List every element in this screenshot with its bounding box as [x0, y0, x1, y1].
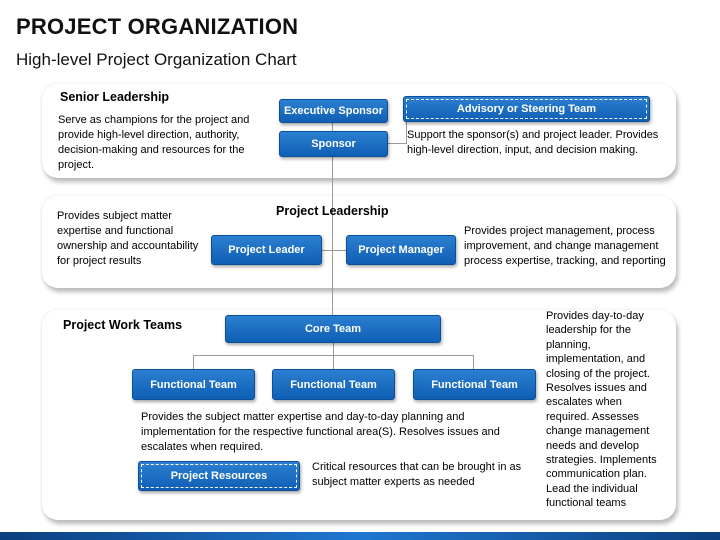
- project-leader-box: Project Leader: [211, 235, 322, 265]
- project-manager-box: Project Manager: [346, 235, 456, 265]
- project-resources-description: Critical resources that can be brought in as subject matter experts as needed: [312, 461, 522, 488]
- functional-team-box-2: Functional Team: [272, 369, 395, 400]
- connector-functional-right: [473, 355, 474, 369]
- connector-core-functional: [333, 343, 334, 355]
- connector-leader-manager: [322, 250, 348, 251]
- functional-team-description: Provides the subject matter expertise and day-to-day planning and implementation for the respective functional area(S). Resolves issues and escalates when required.: [141, 411, 500, 453]
- page-subtitle: High-level Project Organization Chart: [16, 50, 297, 69]
- executive-sponsor-box: Executive Sponsor: [279, 99, 388, 123]
- senior-leadership-label: Senior Leadership: [60, 90, 170, 104]
- leadership-right-description: Provides project management, process improvement, and change management process expertise, tracking, and reporting: [464, 225, 666, 267]
- functional-team-box-3: Functional Team: [413, 369, 536, 400]
- core-team-description: Provides day-to-day leadership for the planning, implementation, and closing of the project. Resolves issues and escalates when required. Assesses change management needs and develop strategies. Implements communication plan. Lead the individual functional teams: [546, 310, 657, 510]
- connector-functional-left: [193, 355, 194, 369]
- leadership-left-description: Provides subject matter expertise and functional ownership and accountability for project results: [57, 210, 199, 267]
- page-title: PROJECT ORGANIZATION: [16, 14, 299, 39]
- bottom-accent-bar: [0, 532, 720, 540]
- connector-advisory-sponsor: [387, 143, 407, 144]
- project-leadership-label: Project Leadership: [276, 204, 389, 218]
- project-work-teams-label: Project Work Teams: [63, 318, 183, 332]
- advisory-steering-team-box: Advisory or Steering Team: [403, 96, 650, 122]
- senior-leadership-description: Serve as champions for the project and provide high-level direction, authority, decision-making and resources for the project.: [58, 114, 250, 171]
- core-team-box: Core Team: [225, 315, 441, 343]
- sponsor-box: Sponsor: [279, 131, 388, 157]
- functional-team-box-1: Functional Team: [132, 369, 255, 400]
- project-resources-box: Project Resources: [138, 461, 300, 491]
- advisory-description: Support the sponsor(s) and project leader. Provides high-level direction, input, and decision making.: [407, 129, 659, 156]
- connector-functional-middle: [333, 355, 334, 369]
